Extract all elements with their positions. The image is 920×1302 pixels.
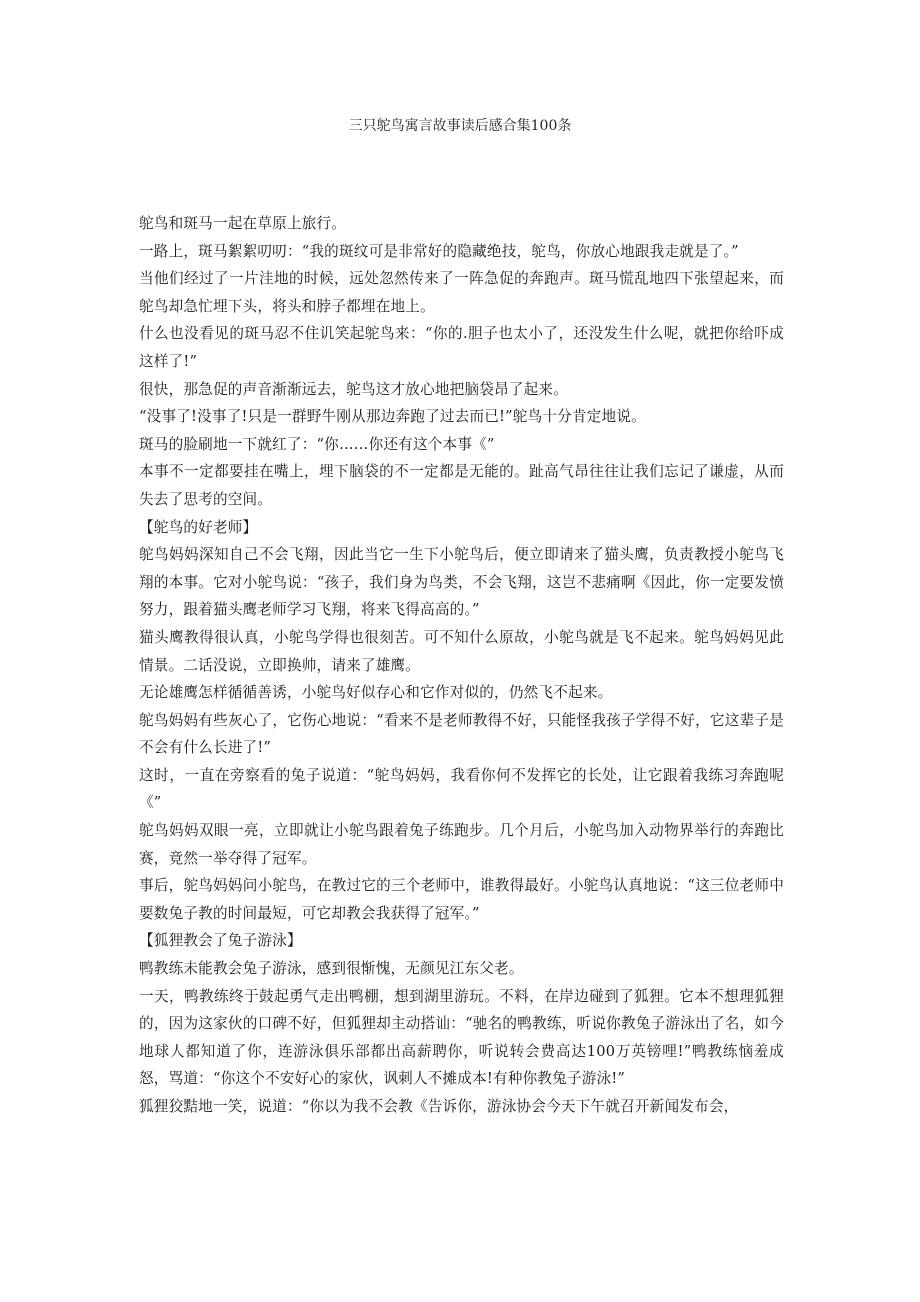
paragraph: 什么也没看见的斑马忍不住讥笑起鸵鸟来：“你的.胆子也太小了，还没发生什么呢，就把你给吓成这样了!” [139,325,784,370]
paragraph: 鸵鸟妈妈深知自己不会飞翔，因此当它一生下小鸵鸟后，便立即请来了猫头鹰，负责教授小鸵鸟飞翔的本事。它对小鸵鸟说：“孩子，我们身为鸟类，不会飞翔，这岂不悲痛啊《因此，你一定要发愤努力，跟着猫头鹰老师学习飞翔，将来飞得高高的。” [139,546,784,619]
paragraph: 事后，鸵鸟妈妈问小鸵鸟，在教过它的三个老师中，谁教得最好。小鸵鸟认真地说：“这三位老师中要数兔子教的时间最短，可它却教会我获得了冠军。” [139,877,784,922]
paragraph: 无论雄鹰怎样循循善诱，小鸵鸟好似存心和它作对似的，仍然飞不起来。 [139,684,613,702]
section-heading: 【鸵鸟的好老师】 [139,518,258,536]
paragraph: 狐狸狡黠地一笑，说道：“你以为我不会教《告诉你，游泳协会今天下午就召开新闻发布会， [139,1098,739,1115]
paragraph: 鸭教练未能教会兔子游泳，感到很惭愧，无颜见江东父老。 [139,960,524,978]
paragraph: 鸵鸟和斑马一起在草原上旅行。 [139,215,347,232]
paragraph: 本事不一定都要挂在嘴上，埋下脑袋的不一定都是无能的。趾高气昂往往让我们忘记了谦虚，从而失去了思考的空间。 [139,463,784,508]
paragraph: 鸵鸟妈妈有些灰心了，它伤心地说：“看来不是老师教得不好，只能怪我孩子学得不好，它这辈子是不会有什么长进了!” [139,711,784,757]
paragraph: 这时，一直在旁察看的兔子说道：“鸵鸟妈妈，我看你何不发挥它的长处，让它跟着我练习奔跑呢《” [139,766,784,812]
paragraph: 一天，鸭教练终于鼓起勇气走出鸭棚，想到湖里游玩。不料，在岸边碰到了狐狸。它本不想理狐狸的，因为这家伙的口碑不好，但狐狸却主动搭讪：“驰名的鸭教练，听说你教兔子游泳出了名，如今地球人都知道了你，连游泳俱乐部都出高薪聘你，听说转会费高达100万英镑哩!”鸭教练恼羞成怒，骂道：“你这个不安好心的家伙，讽刺人不摊成本!有种你教兔子游泳!” [139,987,784,1088]
document-title: 三只鸵鸟寓言故事读后感合集100条 [348,118,572,134]
paragraph: 鸵鸟妈妈双眼一亮，立即就让小鸵鸟跟着兔子练跑步。几个月后，小鸵鸟加入动物界举行的奔跑比赛，竟然一举夺得了冠军。 [139,822,784,867]
paragraph: 斑马的脸刷地一下就红了：“你……你还有这个本事《” [139,435,495,453]
paragraph: 当他们经过了一片洼地的时候，远处忽然传来了一阵急促的奔跑声。斑马慌乱地四下张望起来，而鸵鸟却急忙埋下头，将头和脖子都埋在地上。 [139,270,784,315]
paragraph: “没事了!没事了!只是一群野牛刚从那边奔跑了过去而已!”鸵鸟十分肯定地说。 [139,408,646,426]
section-heading: 【狐狸教会了兔子游泳】 [139,932,302,950]
paragraph: 一路上，斑马絮絮叨叨：“我的斑纹可是非常好的隐藏绝技，鸵鸟，你放心地跟我走就是了。” [139,242,739,260]
paragraph: 很快，那急促的声音渐渐远去，鸵鸟这才放心地把脑袋昂了起来。 [139,380,569,398]
paragraph: 猫头鹰教得很认真，小鸵鸟学得也很刻苦。可不知什么原故，小鸵鸟就是飞不起来。鸵鸟妈妈见此情景。二话没说，立即换帅，请来了雄鹰。 [139,628,784,674]
document-body [139,210,784,1121]
